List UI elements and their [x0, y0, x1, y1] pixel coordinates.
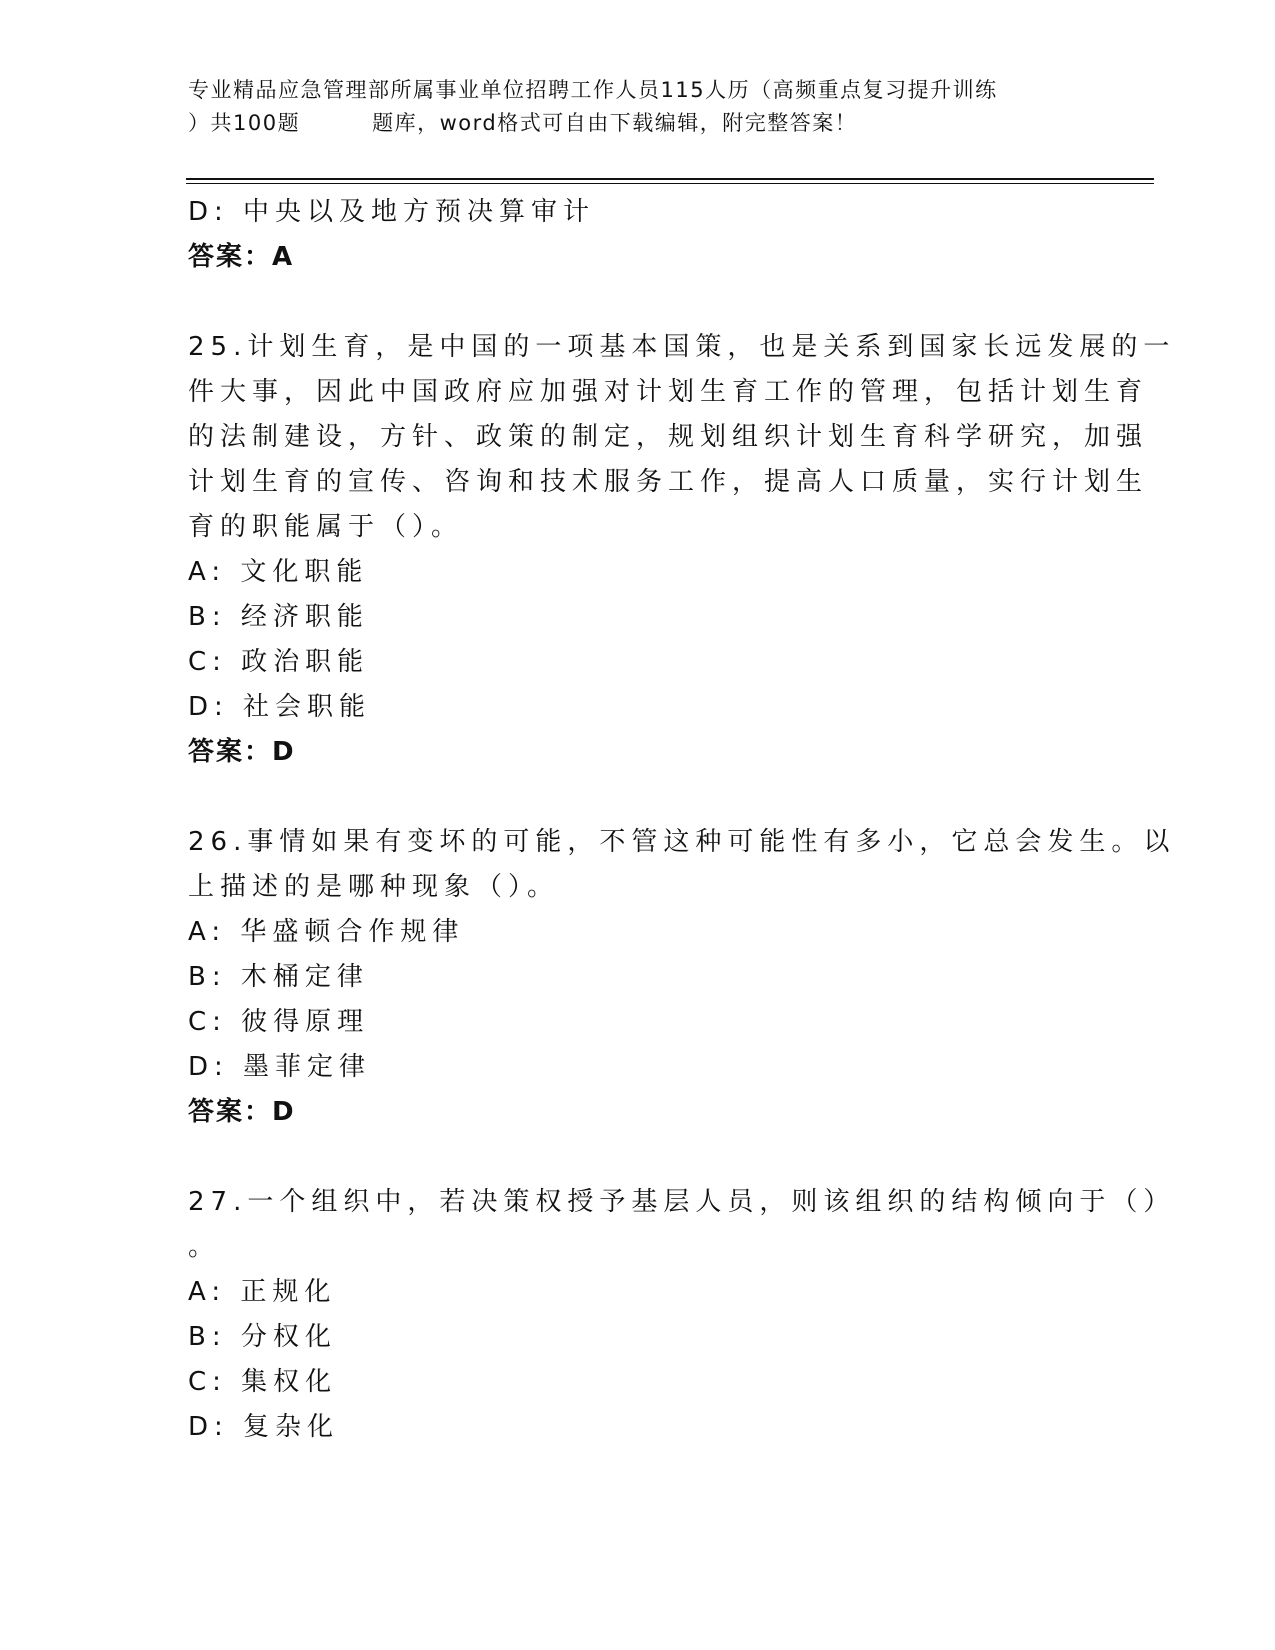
- answer-line: 答案：D: [188, 737, 296, 767]
- document-body: [188, 190, 1176, 1450]
- previous-question-tail: [188, 190, 1088, 280]
- question-stem-line: 上描述的是哪种现象（）。: [188, 872, 560, 902]
- header-line-2: [188, 107, 1088, 140]
- option-d: D: 社会职能: [188, 692, 372, 722]
- answer-line: 答案：D: [188, 1097, 296, 1127]
- option-d: D: 墨菲定律: [188, 1052, 372, 1082]
- header-divider-thin: [186, 183, 1154, 184]
- question-stem-line: 26.事情如果有变坏的可能，不管这种可能性有多小，它总会发生。以: [188, 827, 1176, 857]
- question-stem-line: 育的职能属于（）。: [188, 512, 464, 542]
- option-b: B: 分权化: [188, 1322, 337, 1352]
- option-a: A: 文化职能: [188, 557, 369, 587]
- page-header: [188, 74, 1088, 140]
- header-line-2-part-b: 题库，word格式可自由下载编辑，附完整答案！: [372, 111, 858, 135]
- option-c: C: 政治职能: [188, 647, 370, 677]
- question-stem-line: 27.一个组织中，若决策权授予基层人员，则该组织的结构倾向于（）: [188, 1187, 1176, 1217]
- option-d: D: 中央以及地方预决算审计: [188, 197, 596, 227]
- option-b: B: 木桶定律: [188, 962, 369, 992]
- question-stem-line: 件大事，因此中国政府应加强对计划生育工作的管理，包括计划生育: [188, 377, 1149, 407]
- question-26: [188, 820, 1176, 1135]
- option-a: A: 正规化: [188, 1277, 337, 1307]
- option-b: B: 经济职能: [188, 602, 369, 632]
- option-c: C: 彼得原理: [188, 1007, 370, 1037]
- header-line-1: 专业精品应急管理部所属事业单位招聘工作人员115人历（高频重点复习提升训练: [188, 78, 998, 102]
- question-27: [188, 1180, 1176, 1450]
- option-a: A: 华盛顿合作规律: [188, 917, 465, 947]
- question-stem-line: 。: [188, 1232, 221, 1262]
- option-d: D: 复杂化: [188, 1412, 340, 1442]
- question-stem-line: 计划生育的宣传、咨询和技术服务工作，提高人口质量，实行计划生: [188, 467, 1149, 497]
- header-line-2-part-a: ）共100题: [188, 111, 301, 135]
- question-stem-line: 的法制建设，方针、政策的制定，规划组织计划生育科学研究，加强: [188, 422, 1149, 452]
- option-c: C: 集权化: [188, 1367, 338, 1397]
- header-divider-thick: [186, 178, 1154, 180]
- question-25: [188, 325, 1176, 775]
- question-stem-line: 25.计划生育，是中国的一项基本国策，也是关系到国家长远发展的一: [188, 332, 1176, 362]
- answer-line: 答案：A: [188, 242, 295, 272]
